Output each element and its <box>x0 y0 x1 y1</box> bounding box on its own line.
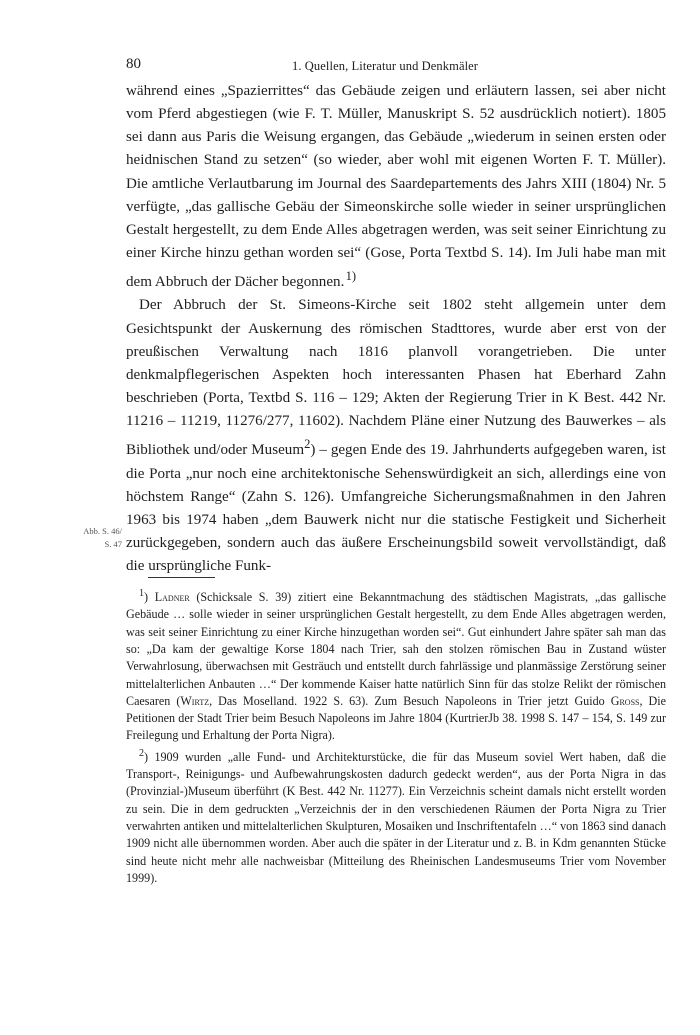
footnote-1-text-a: (Schicksale S. 39) zitiert eine Bekanntmachung des städtischen Magistrats, „das gallische Gebäude … solle wieder in seiner ursprünglichen Gestalt hergestellt, zu dem Ende Alles abgetragen werden, was seit seiner Einrichtung zu einer Kirche hinzugethan worden sei“. Gut einhundert Jahre später sah man das so: „Da kam der gewaltige Korse 1804 nach Trier, sah den stolzen römischen Bau in Zustand wüster Verwahrlosung, überwachsen mit Gesträuch und entstellt durch fahrlässige und planmässige Zerstörung seiner mittelalterlichen Anbauten …“ Der kommende Kaiser hatte natürlich Sinn für das stolze Relikt der römischen Caesaren ( <box>126 590 666 708</box>
footnote-1-author-gross: Gross <box>610 693 640 708</box>
running-title: 1. Quellen, Literatur und Denkmäler <box>292 59 479 73</box>
paragraph-1-text: während eines „Spazierrittes“ das Gebäude zeigen und erläutern lassen, sei aber nicht vom Pferd abgestiegen (wie F. T. Müller, Manuskript S. 52 ausdrücklich notiert). 1805 sei dann aus Paris die Weisung ergangen, das Gebäude „wiederum in seinen ersten oder heidnischen Stand zu setzen“ (so wieder, aber wohl mit eigenen Worten F. T. Müller). Die amtliche Verlautbarung im Journal des Saardepartements des Jahrs XIII (1804) Nr. 5 verfügte, „das gallische Gebäu der Simeonskirche solle wieder in seiner ursprünglichen Gestalt hergestellt, zu dem Ende Alles abgetragen werden, was seit seiner Einrichtung zu einer Kirche hinzu gethan worden sei“ (Gose, Porta Textbd S. 14). Im Juli habe man mit dem Abbruch der Dächer begonnen. <box>126 83 666 291</box>
footnote-2-text: 1909 wurden „alle Fund- und Architekturstücke, die für das Museum soviel Wert haben, daß die Transport-, Reinigungs- und Aufbewahrungskosten dadurch gedeckt werden“, aus der Porta Nigra in das (Provinzial-)Museum überführt (K Best. 442 Nr. 11277). Ein Verzeichnis scheint damals nicht erstellt worden zu sein. Die in dem gedruckten „Verzeichnis der in den verschiedenen Räumen der Porta Nigra zu Trier verwahrten antiken und mittelalterlichen Skulpturen, Mosaiken und Inschriftentafeln …“ von 1863 sind danach 1909 nicht alle übernommen worden. Aber auch die später in der Literatur und z. B. in Kdm genannten Stücke sind heute nicht mehr alle nachweisbar (Mitteilung des Rheinischen Landesmuseums Trier vom November 1999). <box>126 749 666 885</box>
footnote-1-author-wirtz: Wirtz <box>180 693 210 708</box>
page-number: 80 <box>126 56 141 72</box>
footnote-ref-1-close: ) <box>351 269 357 284</box>
footnote-1-text-c: , Die Petitionen der Stadt Trier beim Besuch Napoleons im Jahre 1804 (KurtrierJb 38. 1998 S. 147 – 154, S. 149 zur Freilegung und Erhaltung der Porta Nigra). <box>126 693 666 743</box>
footnote-ref-1[interactable] <box>346 269 357 283</box>
footnote-ref-2[interactable]: 2 <box>304 437 311 452</box>
footnote-1-author: Ladner <box>154 590 190 605</box>
paragraph-2-text-b: ) – gegen Ende des 19. Jahrhunderts aufgegeben waren, ist die Porta „nur noch eine architektonische Sehenswürdigkeit an sich, allerdings eine von höchstem Range“ (Zahn S. 126). Umfangreiche Sicherungsmaßnahmen in den Jahren 1963 bis 1974 haben „dem Bauwerk nicht nur die statische Festigkeit und Sicherheit zurückgegeben, sondern auch das äußere Erscheinungsbild soweit vervollständigt, daß die ursprüngliche Funk- <box>126 442 666 575</box>
footnote-2-mark: 2 <box>139 747 145 759</box>
footnotes <box>126 585 666 887</box>
margin-note-line-2: S. 47 <box>104 539 122 549</box>
footnote-1-text-b: , Das Moselland. 1922 S. 63). Zum Besuch Napoleons in Trier jetzt Guido <box>209 693 611 708</box>
footnote-ref-1-open: 1 <box>345 269 352 284</box>
footnote-1: $^1$) Ladner (Schicksale S. 39) zitiert eine Bekanntmachung des städtischen Magistrats, „das gallische Gebäude … solle wieder in seiner ursprünglichen Gestalt hergestellt, zu dem Ende Alles abgetragen werden, was seit seiner Einrichtung zu einer Kirche hinzugethan worden sei“. Gut einhundert Jahre später sah man das so: „Da kam der gewaltige Korse 1804 nach Trier, sah den stolzen römischen Bau in Zustand wüster Verwahrlosung, überwachsen mit Gesträuch und entstellt durch fahrlässige und planmässige Zerstörung seiner mittelalterlichen Anbauten …“ Der kommende Kaiser hatte natürlich Sinn für das stolze Relikt der römischen Caesaren (Wirtz, Das Moselland. 1922 S. 63). Zum Besuch Napoleons in Trier jetzt Guido Gross, Die Petitionen der Stadt Trier beim Besuch Napoleons im Jahre 1804 (KurtrierJb 38. 1998 S. 147 – 154, S. 149 zur Freilegung und Erhaltung der Porta Nigra). <box>126 588 666 743</box>
margin-note-line-1: Abb. S. 46/ <box>83 526 122 536</box>
footnote-2: $^2$) 1909 wurden „alle Fund- und Architekturstücke, die für das Museum soviel Wert haben, daß die Transport-, Reinigungs- und Aufbewahrungskosten dadurch gedeckt werden“, aus der Porta Nigra in das (Provinzial-)Museum überführt (K Best. 442 Nr. 11277). Ein Verzeichnis scheint damals nicht erstellt worden zu sein. Die in dem gedruckten „Verzeichnis der in den verschiedenen Räumen der Porta Nigra zu Trier verwahrten antiken und mittelalterlichen Skulpturen, Mosaiken und Inschriftentafeln …“ von 1863 sind danach 1909 nicht alle übernommen worden. Aber auch die später in der Literatur und z. B. in Kdm genannten Stücke sind heute nicht mehr alle nachweisbar (Mitteilung des Rheinischen Landesmuseums Trier vom November 1999). <box>126 747 666 885</box>
figure-reference-margin-note <box>80 525 122 551</box>
paragraph-2 <box>126 294 666 578</box>
paragraph-2-text-a: Der Abbruch der St. Simeons-Kirche seit 1802 steht allgemein unter dem Gesichtspunkt der Auskernung des römischen Stadttores, wurde aber erst von der preußischen Verwaltung nach 1816 planvoll vorangetrieben. Die unter denkmalpflegerischen Aspekten hoch interessanten Phasen hat Eberhard Zahn beschrieben (Porta, Textbd S. 116 – 129; Akten der Regierung Trier in K Best. 442 Nr. 11216 – 11219, 11276/277, 11602). Nachdem Pläne einer Nutzung des Bauwerkes – als Bibliothek und/oder Museum <box>126 297 666 459</box>
footnote-1-mark: 1 <box>139 588 145 599</box>
footnote-separator <box>148 577 215 578</box>
paragraph-1 <box>126 80 666 294</box>
main-text <box>126 80 666 578</box>
